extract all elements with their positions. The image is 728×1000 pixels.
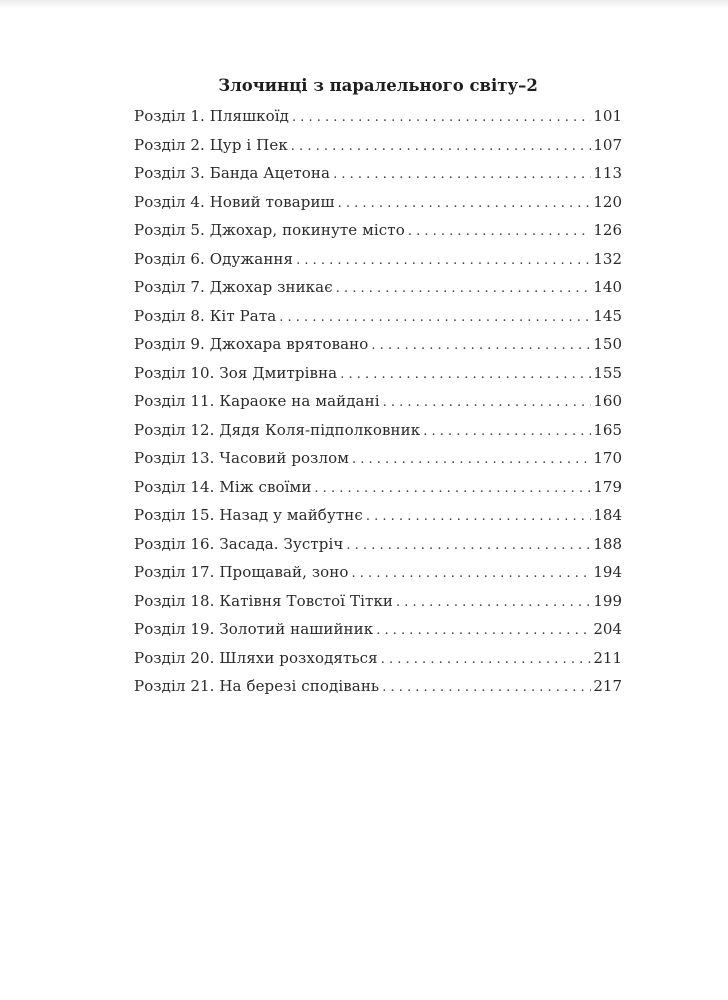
toc-entry-label: Розділ 17. Прощавай, зоно <box>134 563 349 581</box>
toc-dot-leader <box>352 446 591 475</box>
toc-entry <box>134 615 622 644</box>
toc-entry <box>134 359 622 388</box>
toc-entry-page-number: 199 <box>593 591 622 610</box>
toc-entry-page-number: 120 <box>593 192 622 211</box>
toc-dot-leader <box>371 332 591 361</box>
toc-dot-leader <box>346 532 591 561</box>
toc-entry-label: Розділ 15. Назад у майбутнє <box>134 506 363 524</box>
toc-entry <box>134 188 622 217</box>
toc-dot-leader <box>381 646 592 675</box>
toc-entry-label: Розділ 14. Між своїми <box>134 477 312 496</box>
toc-entry-page-number: 170 <box>593 449 622 467</box>
toc-entry-label: Розділ 21. На березі сподівань <box>134 677 380 695</box>
toc-entry-label: Розділ 3. Банда Ацетона <box>134 164 331 182</box>
toc-dot-leader <box>292 104 591 133</box>
toc-entry-label: Розділ 16. Засада. Зустріч <box>134 534 344 553</box>
page-top-edge <box>0 0 728 8</box>
toc-dot-leader <box>338 190 592 219</box>
toc-entry <box>134 387 622 416</box>
toc-entry-page-number: 150 <box>593 335 622 353</box>
toc-dot-leader <box>366 503 591 532</box>
toc-entry-label: Розділ 4. Новий товариш <box>134 192 335 211</box>
toc-entry-label: Розділ 18. Катівня Товстої Тітки <box>134 591 394 610</box>
toc-entry-page-number: 101 <box>593 107 622 125</box>
toc-entry <box>134 587 622 616</box>
toc-entry-label: Розділ 19. Золотий нашийник <box>134 620 374 638</box>
toc-dot-leader <box>423 418 591 447</box>
toc-entry <box>134 530 622 559</box>
toc-entry-label: Розділ 12. Дядя Коля-підполковник <box>134 420 421 439</box>
toc-entry <box>134 558 622 587</box>
toc-entry <box>134 501 622 530</box>
toc-entry-page-number: 188 <box>593 534 622 553</box>
toc-entry-page-number: 217 <box>593 677 622 695</box>
toc-dot-leader <box>352 560 592 589</box>
toc-entry <box>134 273 622 302</box>
toc-title: Злочинці з паралельного світу–2 <box>218 76 538 95</box>
toc-dot-leader <box>408 218 592 247</box>
toc-entry-label: Розділ 2. Цур і Пек <box>134 135 288 154</box>
toc-entry-page-number: 160 <box>593 392 622 410</box>
toc-entry <box>134 245 622 274</box>
toc-entry-label: Розділ 10. Зоя Дмитрівна <box>134 363 338 382</box>
table-of-contents <box>134 72 622 701</box>
toc-entry-label: Розділ 6. Одужання <box>134 249 294 268</box>
toc-entry <box>134 102 622 131</box>
toc-dot-leader <box>333 161 591 190</box>
toc-entry-page-number: 194 <box>593 563 622 581</box>
toc-entry <box>134 416 622 445</box>
toc-entry-page-number: 132 <box>593 249 622 268</box>
toc-dot-leader <box>314 475 591 504</box>
toc-entry <box>134 473 622 502</box>
toc-entry-label: Розділ 20. Шляхи розходяться <box>134 648 378 667</box>
toc-entry-label: Розділ 5. Джохар, покинуте місто <box>134 221 405 239</box>
toc-dot-leader <box>279 304 591 333</box>
toc-dot-leader <box>340 361 591 390</box>
toc-dot-leader <box>382 674 591 703</box>
toc-dot-leader <box>291 133 592 162</box>
toc-dot-leader <box>336 275 592 304</box>
toc-entry <box>134 131 622 160</box>
toc-dot-leader <box>396 589 591 618</box>
toc-entry-label: Розділ 7. Джохар зникає <box>134 278 333 296</box>
toc-entry-page-number: 126 <box>593 221 622 239</box>
toc-entry-page-number: 211 <box>593 648 622 667</box>
toc-dot-leader <box>296 247 591 276</box>
toc-entry-page-number: 204 <box>593 620 622 638</box>
toc-entry-page-number: 107 <box>593 135 622 154</box>
toc-entry <box>134 330 622 359</box>
toc-entry <box>134 159 622 188</box>
toc-entry-label: Розділ 8. Кіт Рата <box>134 306 277 325</box>
toc-entry <box>134 644 622 673</box>
toc-entry-page-number: 113 <box>593 164 622 182</box>
toc-entry-label: Розділ 13. Часовий розлом <box>134 449 349 467</box>
toc-entry-page-number: 140 <box>593 278 622 296</box>
toc-dot-leader <box>376 617 591 646</box>
toc-dot-leader <box>383 389 592 418</box>
toc-entry-page-number: 179 <box>593 477 622 496</box>
toc-entry <box>134 444 622 473</box>
toc-entry <box>134 302 622 331</box>
toc-entry-page-number: 165 <box>593 420 622 439</box>
toc-entry-label: Розділ 11. Караоке на майдані <box>134 392 380 410</box>
toc-entry-page-number: 145 <box>593 306 622 325</box>
toc-list <box>134 102 622 701</box>
toc-entry <box>134 672 622 701</box>
toc-entry-label: Розділ 9. Джохара врятовано <box>134 335 369 353</box>
toc-entry-page-number: 184 <box>593 506 622 524</box>
toc-entry <box>134 216 622 245</box>
toc-entry-page-number: 155 <box>593 363 622 382</box>
toc-entry-label: Розділ 1. Пляшкоїд <box>134 107 289 125</box>
